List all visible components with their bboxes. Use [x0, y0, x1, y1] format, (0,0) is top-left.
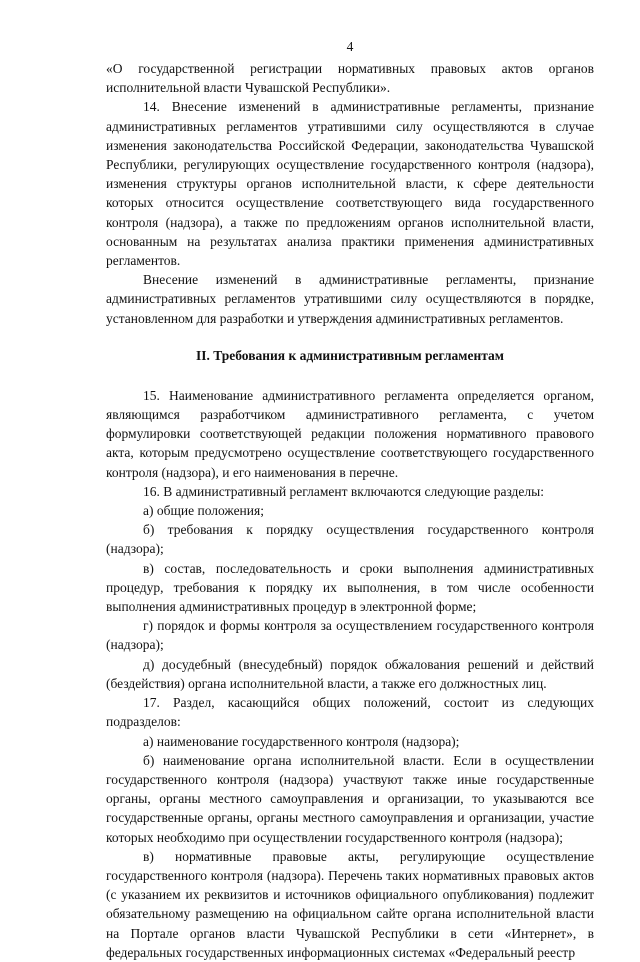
paragraph: 15. Наименование административного регламента определяется органом, являющимся разработчиком административного регламента, с учетом формулировки соответствующей редакции положения нормативного правового акта, которым предусмотрено осуществление соответствующего государственного контроля (надзора), и его наименования в перечне. [106, 387, 594, 480]
paragraph: «О государственной регистрации нормативных правовых актов органов исполнительной власти Чувашской Республики». [106, 61, 594, 96]
list-item: а) общие положения; [143, 503, 264, 519]
paragraph: Внесение изменений в административные регламенты, признание административных регламентов утратившими силу осуществляются в порядке, установленном для разработки и утверждения административных регламентов. [106, 272, 594, 326]
list-item: д) досудебный (внесудебный) порядок обжалования решений и действий (бездействия) органа исполнительной власти, а также его должностных лиц. [106, 656, 594, 691]
paragraph: 14. Внесение изменений в административные регламенты, признание административных регламентов утратившими силу осуществляются в случае изменения законодательства Российской Федерации, законодательства Чувашской Республики, регулирующих осуществление государственного контроля (надзора), изменения структуры органов исполнительной власти, к сфере деятельности которых относится осуществление соответствующего вида государственного контроля (надзора), а также по предложениям органов исполнительной власти, основанным на результатах анализа практики применения административных регламентов. [106, 99, 594, 269]
paragraph: 16. В административный регламент включаются следующие разделы: [143, 483, 544, 499]
list-item: в) нормативные правовые акты, регулирующие осуществление государственного контроля (надзора). Перечень таких нормативных правовых актов (с указанием их реквизитов и источников официального опубликования) подлежит обязательному размещению на официальном сайте органа исполнительной власти на Портале органов власти Чувашской Республики в сети «Интернет», в федеральных государственных информационных системах «Федеральный реестр [106, 848, 594, 960]
list-item: а) наименование государственного контроля (надзора); [143, 733, 460, 749]
page-number: 4 [346, 39, 354, 54]
section-title: II. Требования к административным регламентам [195, 347, 505, 363]
list-item: г) порядок и формы контроля за осуществлением государственного контроля (надзора); [106, 618, 594, 653]
list-item: в) состав, последовательность и сроки выполнения административных процедур, требования к порядку их выполнения, в том числе особенности выполнения административных процедур в электронной форме; [106, 560, 594, 615]
list-item: б) требования к порядку осуществления государственного контроля (надзора); [106, 522, 594, 557]
paragraph: 17. Раздел, касающийся общих положений, состоит из следующих подразделов: [106, 695, 594, 730]
list-item: б) наименование органа исполнительной власти. Если в осуществлении государственного контроля (надзора) участвуют также иные государственные органы, органы местного самоуправления и организации, то указываются все государственные органы, органы местного самоуправления и организации, участие которых необходимо при осуществлении государственного контроля (надзора); [106, 752, 594, 845]
